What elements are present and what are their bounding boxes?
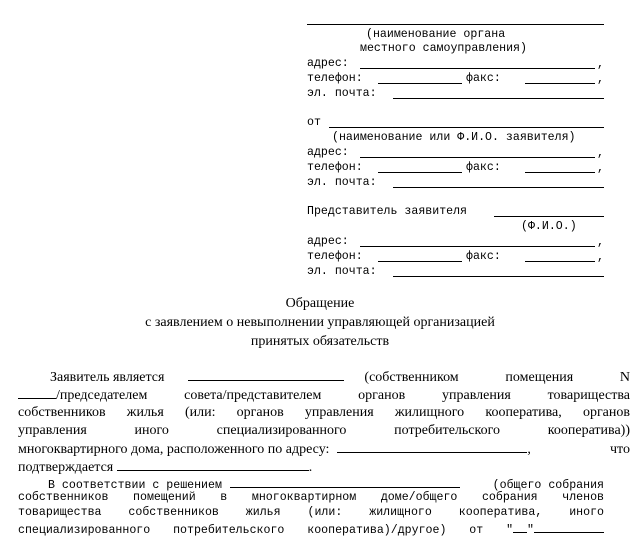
applicant-fax-comma: , — [597, 162, 604, 175]
organ-email-line — [393, 98, 604, 99]
p1-l6-text-b: . — [308, 460, 313, 475]
p1-line-6 — [18, 458, 630, 476]
p1-line-3: собственников жилья (или: органов управления жилищного кооператива, органов — [18, 405, 630, 420]
title-line-2: с заявлением о невыполнении управляющей организацией — [145, 315, 495, 330]
organ-name-line — [307, 24, 604, 25]
p2-l4-month-blank — [534, 520, 604, 533]
p1-line-2 — [18, 386, 630, 404]
organ-address-comma: , — [597, 58, 604, 71]
representative-address-comma: , — [597, 236, 604, 249]
applicant-name-line — [329, 127, 604, 128]
from-label: от — [307, 116, 321, 129]
applicant-fax-label: факс: — [466, 161, 501, 174]
title-line-1: Обращение — [285, 296, 355, 311]
p2-line-2: собственников помещений в многоквартирном доме/общего собрания членов — [18, 491, 604, 504]
applicant-phone-label: телефон: — [307, 161, 363, 174]
organ-fax-label: факс: — [466, 72, 501, 85]
representative-address-line — [360, 246, 595, 247]
applicant-address-comma: , — [597, 147, 604, 160]
p1-l1-blank — [188, 368, 344, 381]
applicant-caption: (наименование или Ф.И.О. заявителя) — [332, 131, 576, 144]
p1-l6-text-a: подтверждается — [18, 460, 114, 475]
applicant-email-line — [393, 187, 604, 188]
paragraph-decision — [18, 475, 604, 535]
representative-name-line — [494, 216, 604, 217]
p2-l1-text-a: В соответствии с решением — [48, 479, 222, 492]
p1-l5-blank — [337, 440, 527, 453]
applicant-phone-line — [378, 172, 462, 173]
p1-l2-blank — [18, 386, 56, 399]
applicant-email-label: эл. почта: — [307, 176, 377, 189]
p1-l6-blank — [117, 458, 309, 471]
p2-l4-text-a: специализированного потребительского кооператива)/другое) от " — [18, 524, 514, 537]
representative-phone-line — [378, 261, 462, 262]
p1-l2-text: /председателем совета/представителем органов управления товарищества — [56, 388, 630, 403]
p2-line-1 — [18, 475, 604, 490]
title-line-3: принятых обязательств — [250, 334, 390, 349]
organ-email-label: эл. почта: — [307, 87, 377, 100]
organ-phone-line — [378, 83, 462, 84]
representative-label: Представитель заявителя — [307, 205, 468, 218]
representative-email-label: эл. почта: — [307, 265, 377, 278]
organ-address-label: адрес: — [307, 57, 349, 70]
p2-line-3: товарищества собственников жилья (или: жилищного кооператива, иного — [18, 506, 604, 519]
representative-fax-comma: , — [597, 251, 604, 264]
applicant-address-label: адрес: — [307, 146, 349, 159]
organ-caption-1: (наименование органа — [366, 28, 506, 41]
p2-l4-day-blank — [513, 520, 527, 533]
representative-address-label: адрес: — [307, 235, 349, 248]
paragraph-applicant — [18, 368, 630, 476]
p1-l5-text-b: , что — [527, 442, 630, 457]
p1-line-1 — [18, 368, 630, 386]
p2-l1-blank — [230, 475, 460, 488]
organ-fax-line — [525, 83, 595, 84]
applicant-fax-line — [525, 172, 595, 173]
p2-l4-text-b: " — [527, 524, 534, 537]
applicant-address-line — [360, 157, 595, 158]
representative-fax-line — [525, 261, 595, 262]
p2-l1-text-b: (общего собрания — [492, 479, 604, 492]
organ-address-line — [360, 68, 595, 69]
p1-line-5 — [18, 440, 630, 458]
representative-fax-label: факс: — [466, 250, 501, 263]
p1-l1-text-b: (собственником помещения N — [364, 370, 630, 385]
organ-fax-comma: , — [597, 73, 604, 86]
p1-line-4: управления иного специализированного потребительского кооператива)) — [18, 423, 630, 438]
organ-phone-label: телефон: — [307, 72, 363, 85]
representative-caption: (Ф.И.О.) — [521, 220, 577, 233]
p1-l1-text-a: Заявитель является — [50, 370, 165, 385]
p1-l5-text-a: многоквартирного дома, расположенного по адресу: — [18, 442, 330, 457]
organ-caption-2: местного самоуправления) — [360, 42, 527, 55]
representative-email-line — [393, 276, 604, 277]
representative-phone-label: телефон: — [307, 250, 363, 263]
p2-line-4 — [18, 520, 604, 535]
